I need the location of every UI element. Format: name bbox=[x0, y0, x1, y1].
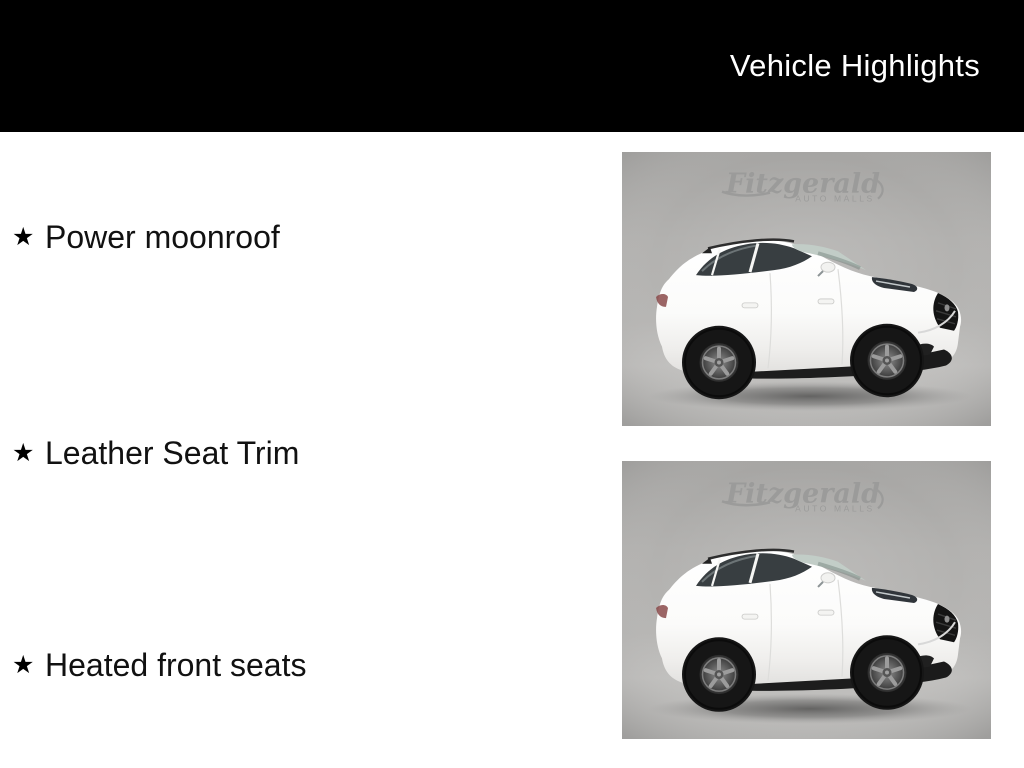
highlight-label: Heated front seats bbox=[45, 647, 307, 683]
highlight-label: Leather Seat Trim bbox=[45, 435, 300, 471]
highlight-label: Power moonroof bbox=[45, 219, 280, 255]
star-bullet-icon: ★ bbox=[12, 439, 35, 467]
vehicle-photo-1 bbox=[622, 152, 991, 426]
highlight-item bbox=[12, 646, 306, 684]
page-title: Vehicle Highlights bbox=[729, 48, 980, 83]
vehicle-photo-2 bbox=[622, 461, 991, 739]
star-bullet-icon: ★ bbox=[12, 223, 35, 251]
vehicle-photo-1-image bbox=[622, 152, 991, 426]
highlight-item bbox=[12, 218, 280, 256]
highlight-item bbox=[12, 434, 299, 472]
title-bar bbox=[0, 0, 1024, 132]
vehicle-photo-2-image bbox=[622, 461, 991, 739]
star-bullet-icon: ★ bbox=[12, 651, 35, 679]
